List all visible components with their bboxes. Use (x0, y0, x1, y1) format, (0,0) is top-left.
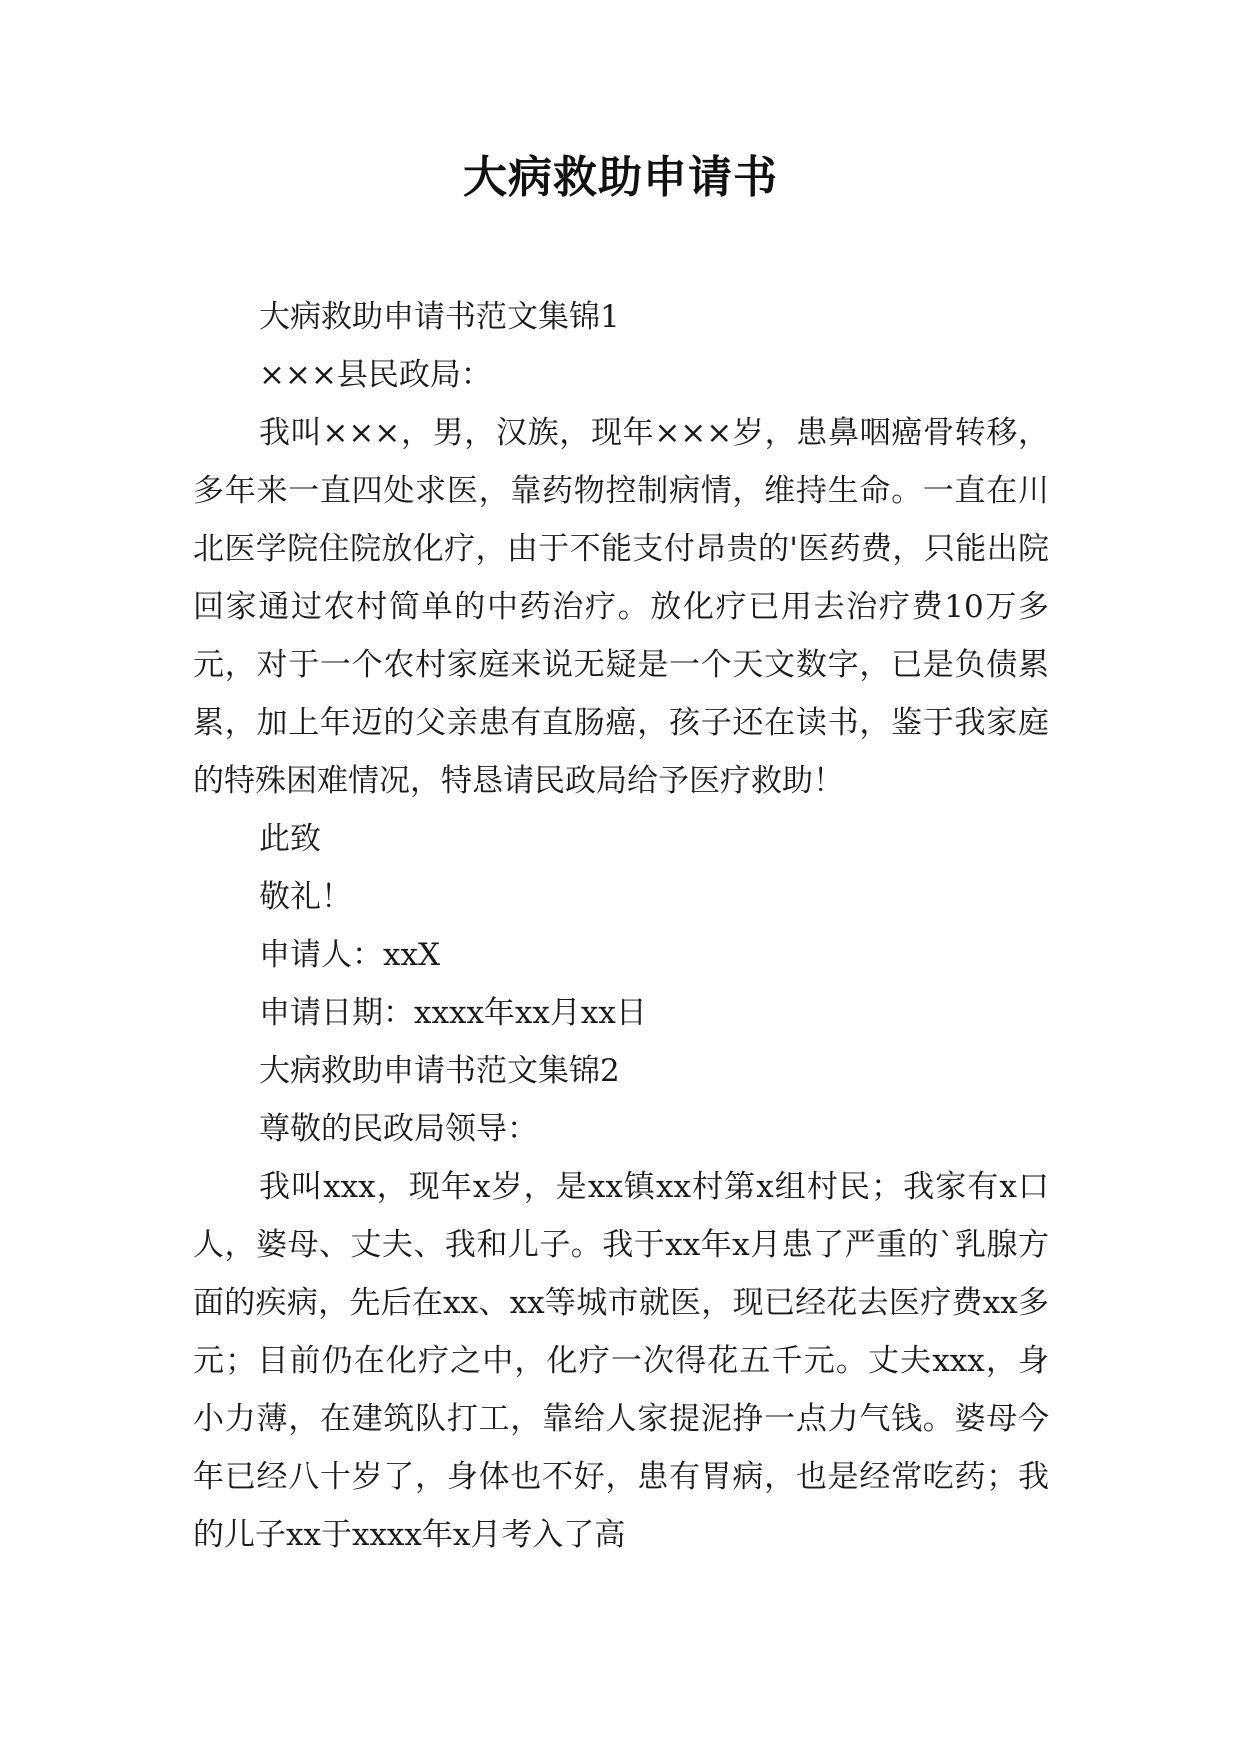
document-title: 大病救助申请书 (463, 152, 778, 203)
application-date-line: 申请日期：xxxx年xx月xx日 (259, 995, 647, 1031)
section-heading-1: 大病救助申请书范文集锦1 (259, 299, 620, 335)
document-body (193, 288, 1049, 1564)
salutation-2: 尊敬的民政局领导： (259, 1111, 538, 1147)
closing-regards: 敬礼！ (259, 879, 352, 915)
body-paragraph-1: 我叫×××，男，汉族，现年×××岁，患鼻咽癌骨转移，多年来一直四处求医，靠药物控制病情，维持生命。一直在川北医学院住院放化疗，由于不能支付昂贵的'医药费，只能出院回家通过农村简单的中药治疗。放化疗已用去治疗费10万多元，对于一个农村家庭来说无疑是一个天文数字，已是负债累累，加上年迈的父亲患有直肠癌，孩子还在读书，鉴于我家庭的特殊困难情况，特恳请民政局给予医疗救助！ (193, 415, 1049, 799)
closing-phrase: 此致 (259, 821, 321, 857)
applicant-line: 申请人：xxX (259, 937, 441, 973)
body-paragraph-2: 我叫xxx，现年x岁，是xx镇xx村第x组村民；我家有x口人，婆母、丈夫、我和儿子。我于xx年x月患了严重的`乳腺方面的疾病，先后在xx、xx等城市就医，现已经花去医疗费xx多元；目前仍在化疗之中，化疗一次得花五千元。丈夫xxx，身小力薄，在建筑队打工，靠给人家提泥挣一点力气钱。婆母今年已经八十岁了，身体也不好，患有胃病，也是经常吃药；我的儿子xx于xxxx年x月考入了高 (193, 1169, 1049, 1553)
salutation-1: ×××县民政局： (259, 357, 492, 393)
section-heading-2: 大病救助申请书范文集锦2 (259, 1053, 620, 1089)
